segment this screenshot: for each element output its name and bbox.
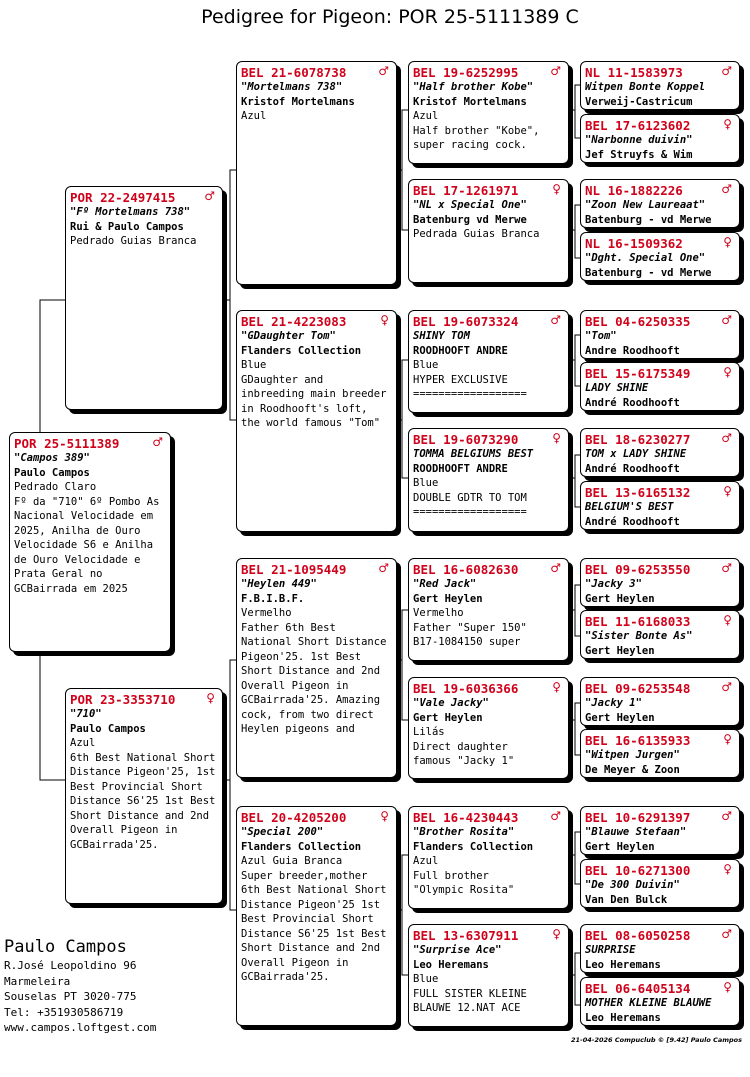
- owner: De Meyer & Zoon: [585, 763, 680, 776]
- pigeon-name: "GDaughter Tom": [241, 330, 336, 342]
- pigeon-name: "NL x Special One": [413, 199, 527, 211]
- male-icon: ♂: [721, 313, 732, 327]
- dam-card[interactable]: [65, 688, 223, 904]
- ancestor-card-g13[interactable]: [580, 806, 740, 855]
- owner: Batenburg - vd Merwe: [585, 266, 712, 279]
- pigeon-name: "Fº Mortelmans 738": [70, 206, 191, 218]
- color: Pedrado Claro: [14, 481, 97, 493]
- owner: Jef Struyfs & Wim: [585, 148, 693, 161]
- ring-number: BEL 04-6250335: [585, 314, 691, 329]
- owner: Kristof Mortelmans: [413, 95, 527, 108]
- pigeon-name: "Sister Bonte As": [585, 630, 693, 642]
- female-icon: ♀: [723, 117, 732, 131]
- ring-number: BEL 17-6123602: [585, 118, 691, 133]
- color: Pedrado Guias Branca: [70, 235, 197, 247]
- remarks: Father "Super 150" B17-1084150 super: [413, 621, 527, 648]
- owner: ROODHOOFT ANDRE: [413, 462, 508, 475]
- male-icon: ♂: [550, 64, 561, 78]
- ring-number: POR 23-3353710: [70, 692, 176, 707]
- owner: Leo Heremans: [585, 1011, 661, 1024]
- male-icon: ♂: [721, 927, 732, 941]
- owner: Gert Heylen: [585, 711, 655, 724]
- dds-card[interactable]: [408, 806, 569, 909]
- pigeon-name: "Jacky 3": [585, 578, 642, 590]
- ancestor-card-g15[interactable]: [580, 924, 740, 973]
- female-icon: ♀: [380, 313, 389, 327]
- footer-credit: 21-04-2026 Compuclub © [9.42] Paulo Campos: [571, 1036, 742, 1044]
- ssd-card[interactable]: [408, 179, 569, 283]
- dss-card[interactable]: [408, 558, 569, 661]
- pigeon-name: "Dght. Special One": [585, 252, 706, 264]
- ring-number: BEL 10-6271300: [585, 863, 691, 878]
- remarks: GDaughter and inbreeding main breeder in Roodhooft's loft, the world famous "Tom": [241, 373, 393, 429]
- pigeon-name: "Narbonne duivin": [585, 134, 693, 146]
- ring-number: BEL 10-6291397: [585, 810, 691, 825]
- female-icon: ♀: [723, 980, 732, 994]
- owner: Flanders Collection: [413, 840, 534, 853]
- owner: Leo Heremans: [413, 958, 489, 971]
- ancestor-card-g6[interactable]: [580, 362, 740, 411]
- ring-number: BEL 21-4223083: [241, 314, 347, 329]
- color: Blue: [241, 359, 267, 371]
- sire-card[interactable]: [65, 186, 223, 410]
- pigeon-name: "Witpen Jurgen": [585, 749, 680, 761]
- owner: Kristof Mortelmans: [241, 95, 355, 108]
- male-icon: ♂: [721, 561, 732, 575]
- ancestor-card-g8[interactable]: [580, 481, 740, 530]
- ancestor-card-g14[interactable]: [580, 859, 740, 908]
- male-icon: ♂: [550, 561, 561, 575]
- color: Blue: [413, 359, 439, 371]
- remarks: Full brother "Olympic Rosita": [413, 869, 515, 896]
- ring-number: BEL 16-4230443: [413, 810, 519, 825]
- female-icon: ♀: [552, 431, 561, 445]
- ring-number: BEL 09-6253548: [585, 681, 691, 696]
- owner: F.B.I.B.F.: [241, 592, 305, 605]
- ring-number: BEL 13-6165132: [585, 485, 691, 500]
- owner: Gert Heylen: [585, 840, 655, 853]
- remarks: 6th Best National Short Distance Pigeon'25, 1st Best Provincial Short Distance S6'25 1st Best Short Distance and 2nd Overall Pigeon in GCBairrada'25.: [70, 751, 222, 851]
- pigeon-name: BELGIUM'S BEST: [585, 501, 674, 513]
- pigeon-name: "Vale Jacky": [413, 697, 489, 709]
- ring-number: BEL 19-6252995: [413, 65, 519, 80]
- owner: Van Den Bulck: [585, 893, 668, 906]
- ring-number: NL 16-1509362: [585, 236, 683, 251]
- pigeon-name: "710": [70, 708, 102, 720]
- owner: ROODHOOFT ANDRE: [413, 344, 508, 357]
- ancestor-card-g2[interactable]: [580, 114, 740, 163]
- male-icon: ♂: [721, 64, 732, 78]
- ring-number: NL 16-1882226: [585, 183, 683, 198]
- ring-number: POR 25-5111389: [14, 436, 120, 451]
- ring-number: BEL 21-6078738: [241, 65, 347, 80]
- ring-number: BEL 08-6050258: [585, 928, 691, 943]
- pigeon-name: "Half brother Kobe": [413, 81, 534, 93]
- ring-number: BEL 16-6082630: [413, 562, 519, 577]
- breeder-info: [4, 936, 156, 1036]
- ancestor-card-g5[interactable]: [580, 310, 740, 359]
- breeder-town: Marmeleira: [4, 974, 71, 988]
- owner: Rui & Paulo Campos: [70, 220, 184, 233]
- male-icon: ♂: [152, 435, 163, 449]
- pigeon-name: "Tom": [585, 330, 617, 342]
- owner: André Roodhooft: [585, 396, 680, 409]
- ring-number: BEL 19-6036366: [413, 681, 519, 696]
- dam-dam-card[interactable]: [236, 806, 397, 1026]
- pigeon-name: "Red Jack": [413, 578, 477, 590]
- male-icon: ♂: [550, 313, 561, 327]
- pigeon-name: "Heylen 449": [241, 578, 317, 590]
- ring-number: BEL 06-6405134: [585, 981, 691, 996]
- sire-sire-card[interactable]: [236, 61, 397, 285]
- remarks: Fº da "710" 6º Pombo As Nacional Velocidade em 2025, Anilha de Ouro Velocidade S6 e Anilha de Ouro Velocidade e Prata Geral no GCBairrada em 2025: [14, 495, 166, 595]
- ring-number: BEL 16-6135933: [585, 733, 691, 748]
- pigeon-name: SHINY TOM: [413, 330, 470, 342]
- owner: Flanders Collection: [241, 344, 362, 357]
- female-icon: ♀: [552, 927, 561, 941]
- ancestor-card-g16[interactable]: [580, 977, 740, 1026]
- pigeon-name: Witpen Bonte Koppel: [585, 81, 706, 93]
- ring-number: BEL 13-6307911: [413, 928, 519, 943]
- female-icon: ♀: [380, 809, 389, 823]
- color: Azul: [413, 110, 439, 122]
- ancestor-card-g1[interactable]: [580, 61, 740, 110]
- male-icon: ♂: [721, 809, 732, 823]
- male-icon: ♂: [721, 182, 732, 196]
- page-title: Pedigree for Pigeon: POR 25-5111389 C: [201, 6, 579, 28]
- ancestor-card-g12[interactable]: [580, 729, 740, 778]
- ring-number: BEL 19-6073290: [413, 432, 519, 447]
- female-icon: ♀: [552, 182, 561, 196]
- owner: Gert Heylen: [413, 592, 483, 605]
- owner: Gert Heylen: [585, 592, 655, 605]
- pigeon-name: "Special 200": [241, 826, 324, 838]
- owner: Andre Roodhooft: [585, 344, 680, 357]
- dam-sire-card[interactable]: [236, 558, 397, 778]
- ring-number: BEL 11-6168033: [585, 614, 691, 629]
- owner: Paulo Campos: [70, 722, 146, 735]
- ancestor-card-g11[interactable]: [580, 677, 740, 726]
- sire-dam-card[interactable]: [236, 310, 397, 532]
- remarks: DOUBLE GDTR TO TOM ==================: [413, 491, 527, 518]
- breeder-phone: Tel: +351930586719: [4, 1005, 124, 1019]
- male-icon: ♂: [721, 680, 732, 694]
- owner: Batenburg - vd Merwe: [585, 213, 712, 226]
- ring-number: BEL 18-6230277: [585, 432, 691, 447]
- pigeon-name: MOTHER KLEINE BLAUWE: [585, 997, 712, 1009]
- owner: Batenburg vd Merwe: [413, 213, 527, 226]
- ancestor-card-g9[interactable]: [580, 558, 740, 607]
- sds-card[interactable]: [408, 310, 569, 413]
- female-icon: ♀: [552, 680, 561, 694]
- pigeon-name: TOMMA BELGIUMS BEST: [413, 448, 534, 460]
- female-icon: ♀: [206, 691, 215, 705]
- remarks: Father 6th Best National Short Distance Pigeon'25. 1st Best Short Distance and 2nd Overall Pigeon in GCBairrada'25. Amazing cock, from two direct Heylen pigeons and: [241, 621, 393, 735]
- pigeon-name: "Jacky 1": [585, 697, 642, 709]
- ancestor-card-g10[interactable]: [580, 610, 740, 659]
- pigeon-name: "Mortelmans 738": [241, 81, 343, 93]
- ring-number: NL 11-1583973: [585, 65, 683, 80]
- breeder-address: R.José Leopoldino 96: [4, 959, 137, 972]
- male-icon: ♂: [550, 809, 561, 823]
- owner: Flanders Collection: [241, 840, 362, 853]
- owner: André Roodhooft: [585, 462, 680, 475]
- owner: Paulo Campos: [14, 466, 90, 479]
- breeder-postal: Souselas PT 3020-775: [4, 990, 137, 1003]
- color: Azul: [70, 737, 96, 749]
- pigeon-name: TOM x LADY SHINE: [585, 448, 687, 460]
- pigeon-name: "Campos 389": [14, 452, 90, 464]
- remarks: Direct daughter famous "Jacky 1": [413, 740, 515, 767]
- color: Blue: [413, 973, 439, 985]
- color: Azul Guia Branca: [241, 855, 343, 867]
- female-icon: ♀: [723, 484, 732, 498]
- pigeon-name: SURPRISE: [585, 944, 636, 956]
- female-icon: ♀: [723, 862, 732, 876]
- remarks: HYPER EXCLUSIVE ==================: [413, 373, 527, 400]
- color: Vermelho: [413, 607, 464, 619]
- color: Pedrada Guias Branca: [413, 228, 540, 240]
- color: Azul: [413, 855, 439, 867]
- male-icon: ♂: [378, 64, 389, 78]
- pigeon-name: "De 300 Duivin": [585, 879, 680, 891]
- ring-number: POR 22-2497415: [70, 190, 176, 205]
- ancestor-card-g7[interactable]: [580, 428, 740, 477]
- color: Vermelho: [241, 607, 292, 619]
- remarks: Half brother "Kobe", super racing cock.: [413, 124, 546, 151]
- owner: André Roodhooft: [585, 515, 680, 528]
- owner: Gert Heylen: [585, 644, 655, 657]
- female-icon: ♀: [723, 732, 732, 746]
- ring-number: BEL 15-6175349: [585, 366, 691, 381]
- ddd-card[interactable]: [408, 924, 569, 1027]
- dsd-card[interactable]: [408, 677, 569, 779]
- pigeon-name: "Brother Rosita": [413, 826, 515, 838]
- color: Blue: [413, 477, 439, 489]
- ring-number: BEL 19-6073324: [413, 314, 519, 329]
- sdd-card[interactable]: [408, 428, 569, 532]
- color: Lilás: [413, 726, 445, 738]
- remarks: Super breeder,mother 6th Best National Short Distance Pigeon'25 1st Best Provincial Short Distance S6'25 1st Best Short Distance and 2nd Overall Pigeon in GCBairrada'25.: [241, 869, 393, 983]
- owner: Gert Heylen: [413, 711, 483, 724]
- breeder-website: www.campos.loftgest.com: [4, 1021, 157, 1034]
- ring-number: BEL 09-6253550: [585, 562, 691, 577]
- ring-number: BEL 21-1095449: [241, 562, 347, 577]
- pigeon-name: "Blauwe Stefaan": [585, 826, 687, 838]
- female-icon: ♀: [723, 235, 732, 249]
- ring-number: BEL 17-1261971: [413, 183, 519, 198]
- female-icon: ♀: [723, 365, 732, 379]
- subject-pigeon-card[interactable]: [9, 432, 171, 652]
- sss-card[interactable]: [408, 61, 569, 164]
- pigeon-name: "Surprise Ace": [413, 944, 502, 956]
- pigeon-name: "Zoon New Laureaat": [585, 199, 706, 211]
- owner: Verweij-Castricum: [585, 95, 693, 108]
- ancestor-card-g4[interactable]: [580, 232, 740, 281]
- male-icon: ♂: [378, 561, 389, 575]
- ring-number: BEL 20-4205200: [241, 810, 347, 825]
- pigeon-name: LADY SHINE: [585, 382, 649, 394]
- owner: Leo Heremans: [585, 958, 661, 971]
- male-icon: ♂: [721, 431, 732, 445]
- male-icon: ♂: [204, 189, 215, 203]
- breeder-name: Paulo Campos: [4, 937, 127, 957]
- remarks: FULL SISTER KLEINE BLAUWE 12.NAT ACE: [413, 987, 527, 1014]
- ancestor-card-g3[interactable]: [580, 179, 740, 228]
- female-icon: ♀: [723, 613, 732, 627]
- color: Azul: [241, 110, 267, 122]
